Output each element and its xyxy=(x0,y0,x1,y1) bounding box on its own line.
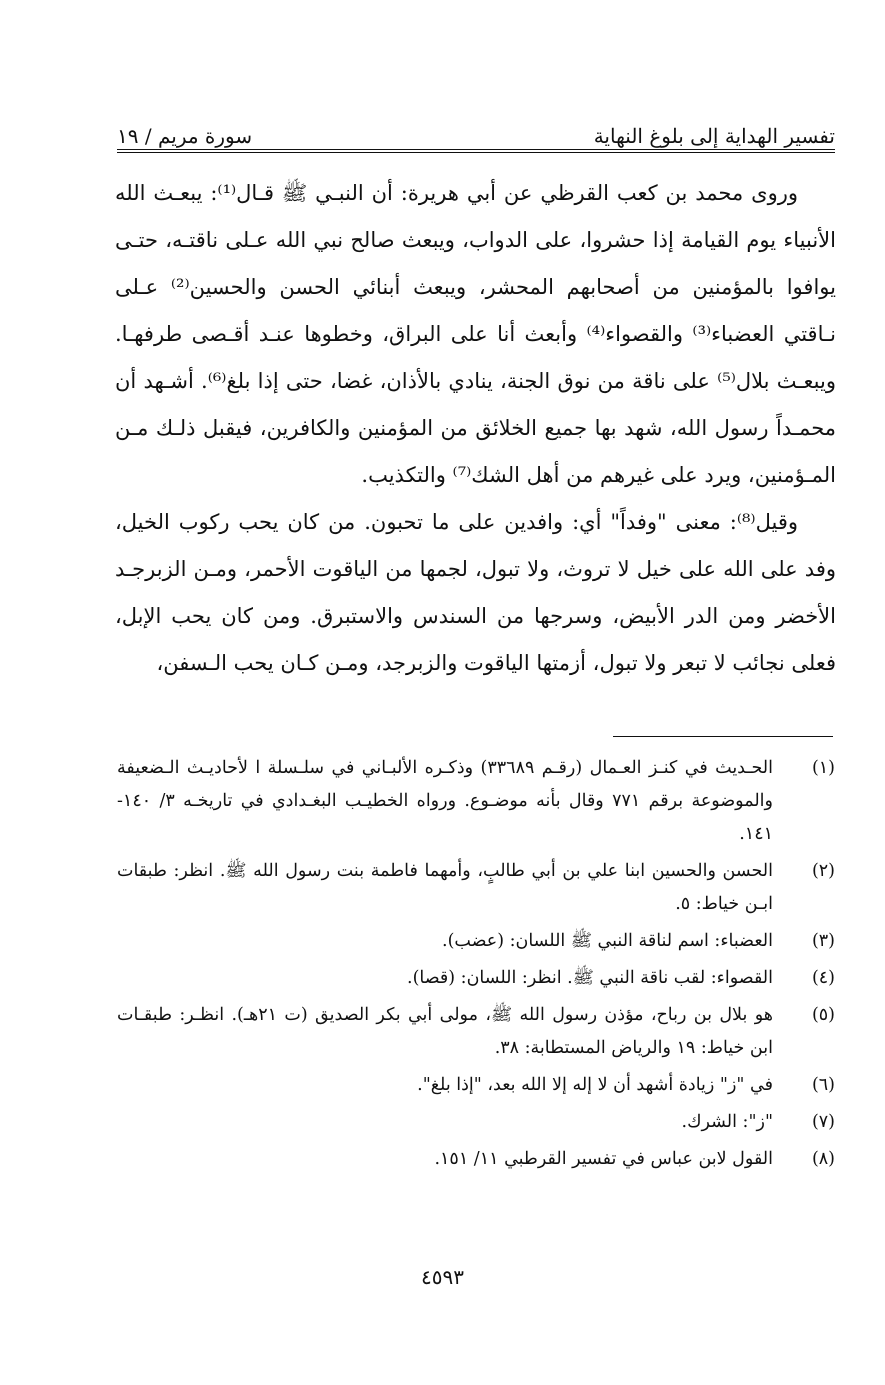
running-header xyxy=(117,112,835,148)
footnote-text: القول لابن عباس في تفسير القرطبي ١١/ ١٥١. xyxy=(434,1149,773,1169)
footnote-text: العضباء: اسم لناقة النبي ﷺ اللسان: (عضب). xyxy=(442,931,773,951)
header-divider xyxy=(117,149,835,153)
main-text xyxy=(115,170,836,687)
footnotes xyxy=(117,752,835,1180)
footnote-number: (٦) xyxy=(811,1075,835,1095)
footnote-number: (٤) xyxy=(811,968,835,988)
footnote-text: الحـديث في كنـز العـمال (رقـم ٣٣٦٨٩) وذكـره الألبـاني في سلـسلة ا لأحاديـث الـضعيفة والموضوعة برقم ٧٧١ وقال بأنه موضـوع. ورواه الخطيـب البغـدادي في تاريخـه ٣/ ١٤٠- ١٤١. xyxy=(117,758,773,844)
footnote xyxy=(117,999,835,1065)
footnote-number: (٧) xyxy=(811,1112,835,1132)
footnote-divider xyxy=(613,736,833,737)
book-title: تفسير الهداية إلى بلوغ النهاية xyxy=(593,124,835,148)
footnote xyxy=(117,1106,835,1139)
surah-reference: سورة مريم / ١٩ xyxy=(117,124,253,148)
footnote xyxy=(117,855,835,921)
footnote-text: "ز": الشرك. xyxy=(681,1112,773,1132)
footnote xyxy=(117,1143,835,1176)
footnote-number: (١) xyxy=(811,758,835,778)
footnote xyxy=(117,752,835,851)
footnote xyxy=(117,1069,835,1102)
footnote xyxy=(117,962,835,995)
footnote-number: (٨) xyxy=(811,1149,835,1169)
footnote-text: القصواء: لقب ناقة النبي ﷺ. انظر: اللسان: (قصا). xyxy=(407,968,773,988)
footnote-text: هو بلال بن رباح، مؤذن رسول الله ﷺ، مولى أبي بكر الصديق (ت ٢١هـ). انظـر: طبقـات ابن خياط: ١٩ والرياض المستطابة: ٣٨. xyxy=(117,1005,773,1058)
footnote-text: في "ز" زيادة أشهد أن لا إله إلا الله بعد، "إذا بلغ". xyxy=(417,1075,773,1095)
paragraph: وقيل⁽⁸⁾: معنى "وفداً" أي: وافدين على ما تحبون. من كان يحب ركوب الخيل، وفد على الله على خيل لا تروث، ولا تبول، لجمها من الياقوت الأحمر، ومـن الزبرجـد الأخضر ومن الدر الأبيض، وسرجها من السندس والاستبرق. ومن كان يحب الإبل، فعلى نجائب لا تبعر ولا تبول، أزمتها الياقوت والزبرجد، ومـن كـان يحب الـسفن، xyxy=(115,510,836,675)
footnote-number: (٣) xyxy=(811,931,835,951)
footnote-number: (٥) xyxy=(811,1005,835,1025)
paragraph: وروى محمد بن كعب القرظي عن أبي هريرة: أن النبـي ﷺ قـال⁽¹⁾: يبعـث الله الأنبياء يوم القيامة إذا حشروا، على الدواب، ويبعث صالح نبي الله عـلى ناقتـه، حتـى يوافوا بالمؤمنين من أصحابهم المحشر، ويبعث أبنائي الحسن والحسين⁽²⁾ عـلى نـاقتي العضباء⁽³⁾ والقصواء⁽⁴⁾ وأبعث أنا على البراق، وخطوها عنـد أقـصى طرفهـا. ويبعـث بلال⁽⁵⁾ على ناقة من نوق الجنة، ينادي بالأذان، غضا، حتى إذا بلغ⁽⁶⁾. أشـهد أن محمـداً رسول الله، شهد بها جميع الخلائق من المؤمنين والكافرين، فيقبل ذلـك مـن المـؤمنين، ويرد على غيرهم من أهل الشك⁽⁷⁾ والتكذيب. xyxy=(115,181,836,487)
footnote xyxy=(117,925,835,958)
footnote-number: (٢) xyxy=(811,861,835,881)
footnote-text: الحسن والحسين ابنا علي بن أبي طالبٍ، وأمهما فاطمة بنت رسول الله ﷺ. انظر: طبقات ابـن خياط: ٥. xyxy=(117,861,773,914)
page-number: ٤٥٩٣ xyxy=(421,1265,464,1289)
